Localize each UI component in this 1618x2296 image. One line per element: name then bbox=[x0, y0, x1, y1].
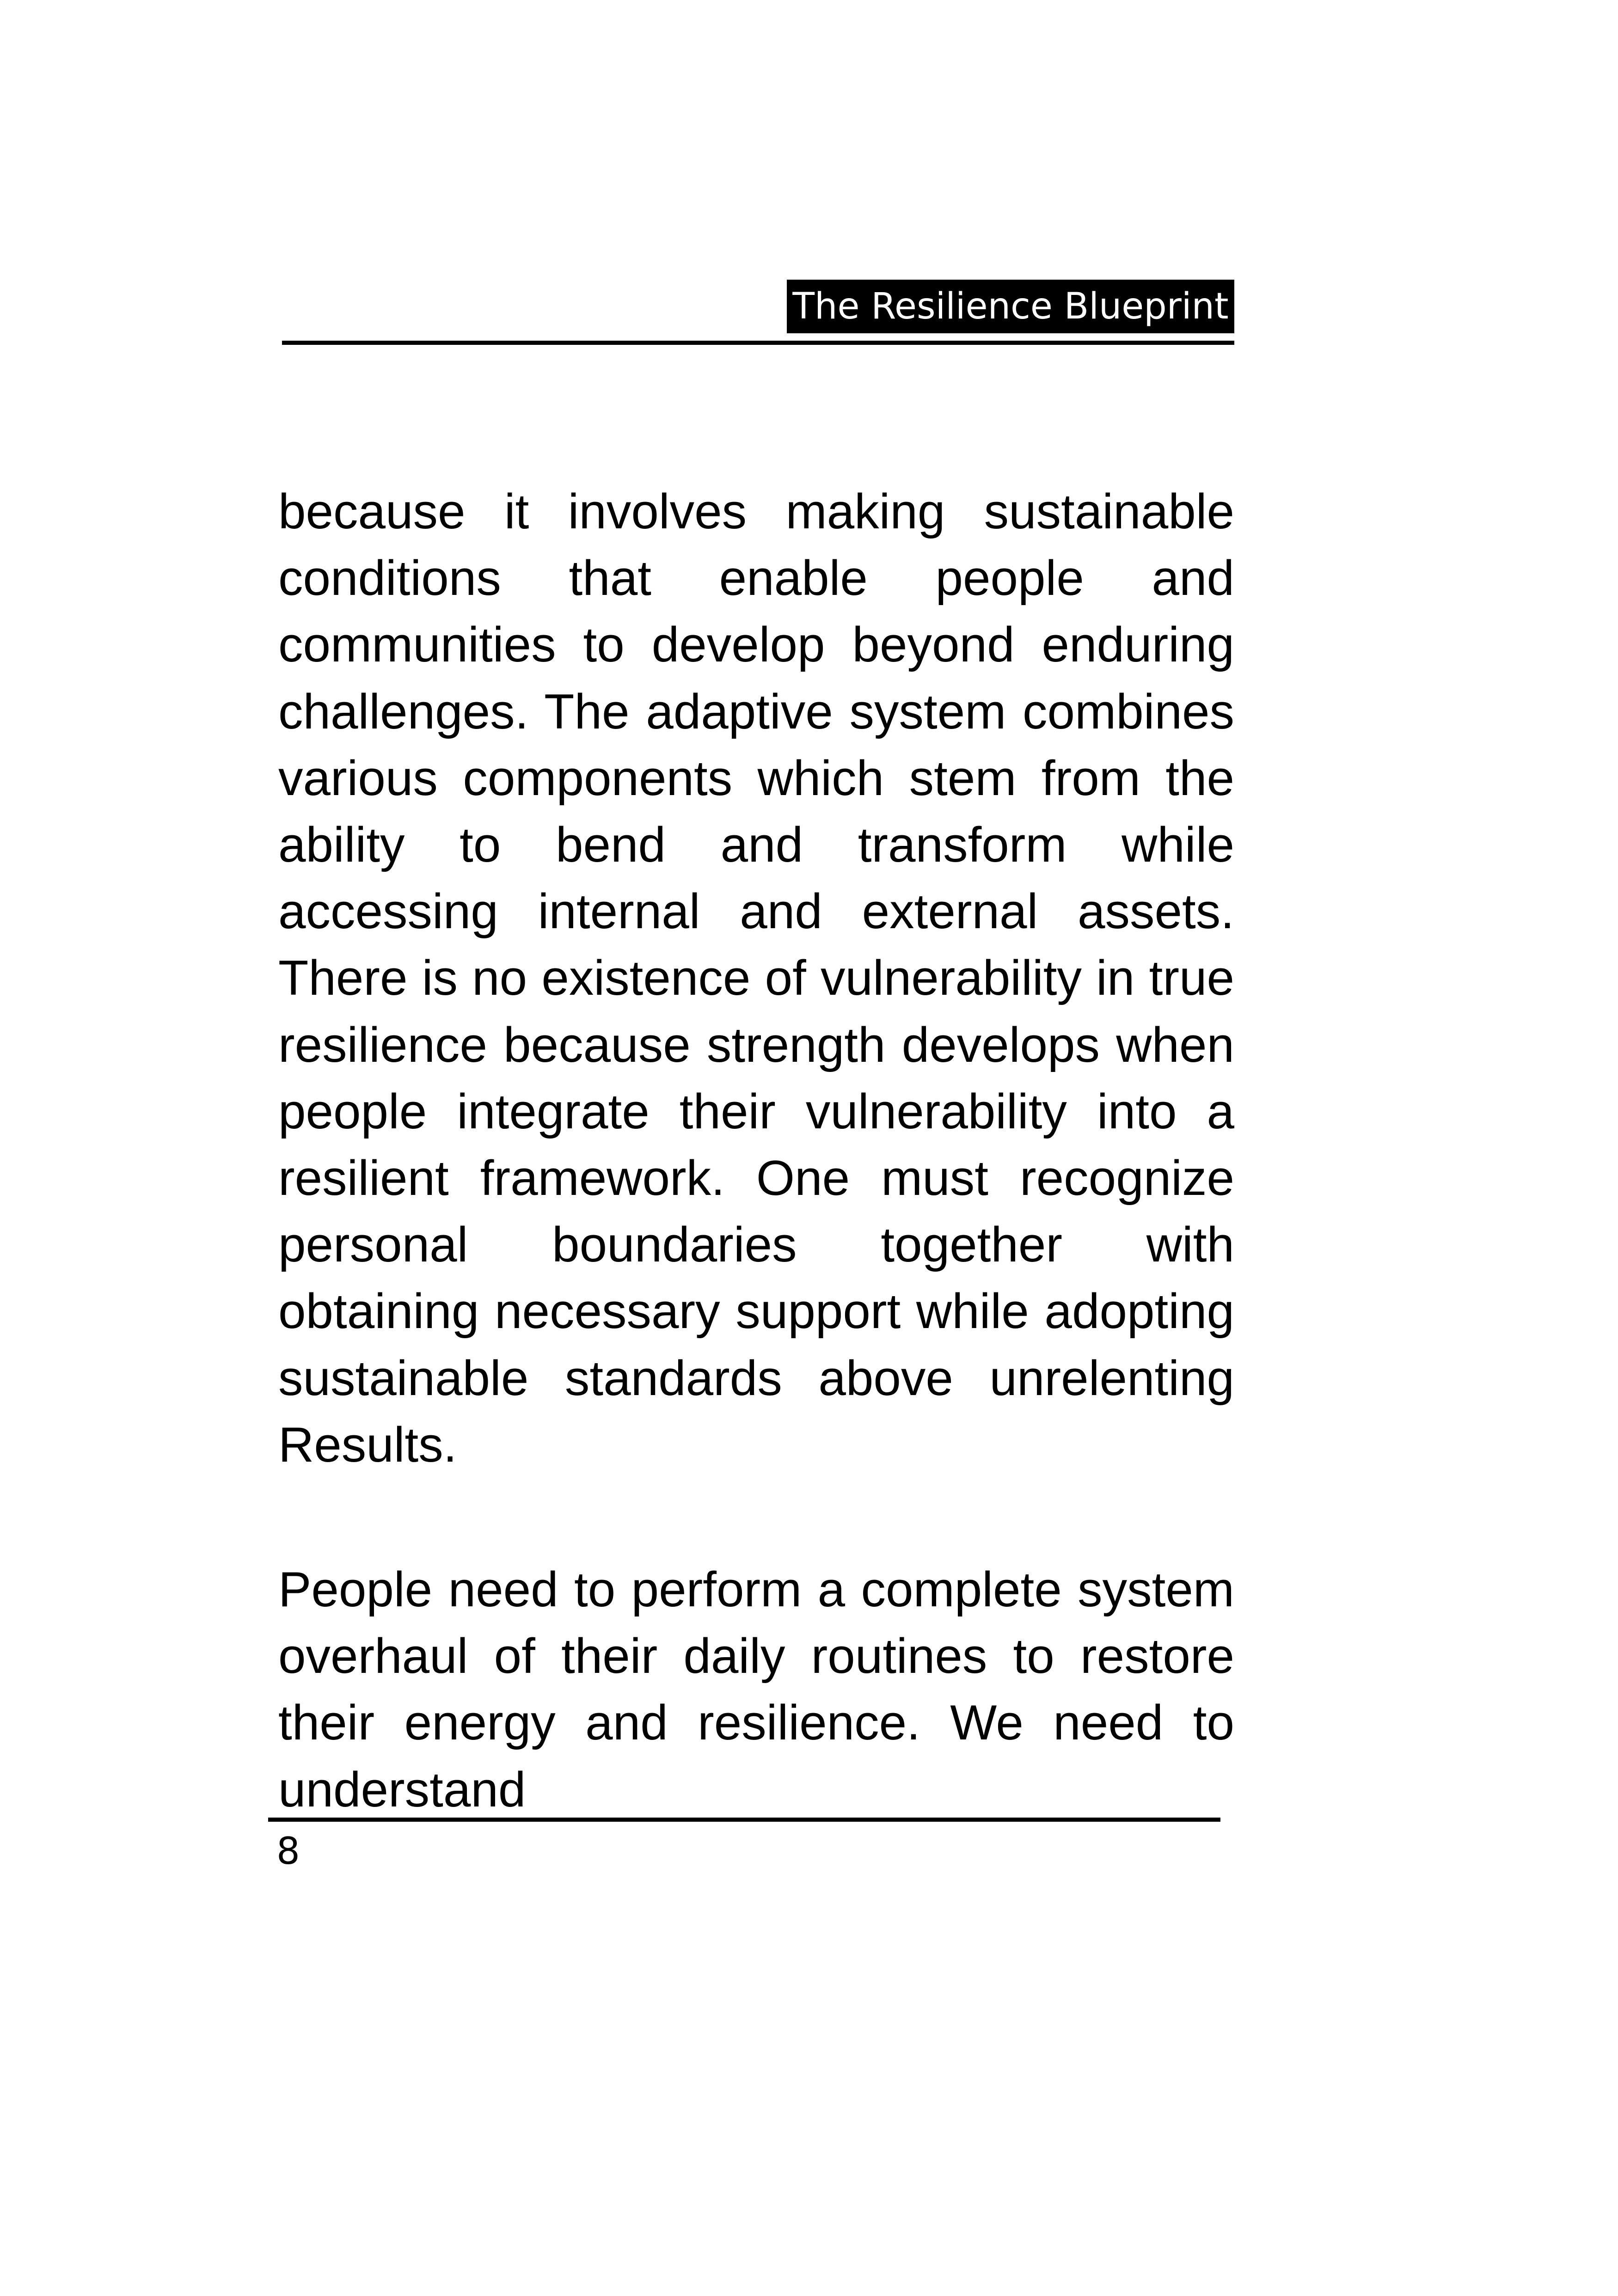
page-number: 8 bbox=[276, 1830, 300, 1873]
footer-divider bbox=[268, 1818, 1220, 1822]
body-paragraph-1: because it involves making sustainable conditions that enable people and communities to develop beyond enduring challenges. The adaptive system combines various components which stem from the ability to bend and transform while accessing internal and external assets. There is no existence of vulnerability in true resilience because strength develops when people integrate their vulnerability into a resilient framework. One must recognize personal boundaries together with obtaining necessary support while adopting sustainable standards above unrelenting Results. bbox=[278, 484, 1234, 1472]
running-header-title: The Resilience Blueprint bbox=[787, 280, 1234, 333]
header-divider bbox=[282, 341, 1234, 345]
body-paragraph-2: People need to perform a complete system overhaul of their daily routines to restore their energy and resilience. We need to understand bbox=[278, 1561, 1234, 1817]
